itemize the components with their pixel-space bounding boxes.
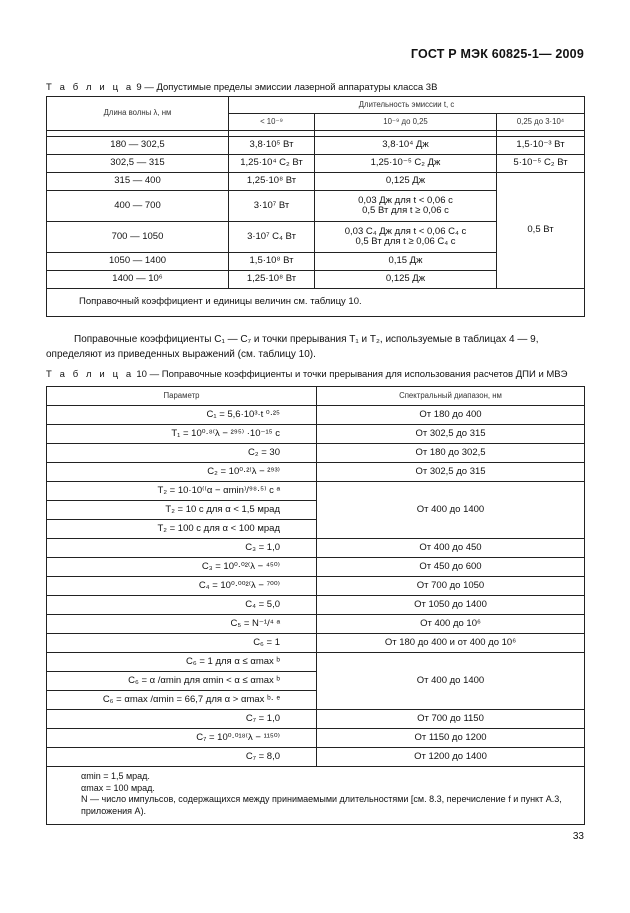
footnote-alpha-min: αmin = 1,5 мрад. (81, 771, 150, 781)
table10-param: C₄ = 10⁰·⁰⁰²⁽λ − ⁷⁰⁰⁾ (47, 577, 317, 596)
table10-range: От 302,5 до 315 (317, 463, 585, 482)
table10-range: От 302,5 до 315 (317, 425, 585, 444)
table9-wavelength: 400 — 700 (47, 191, 229, 222)
table10-range: От 700 до 1050 (317, 577, 585, 596)
table10-range: От 1050 до 1400 (317, 596, 585, 615)
table10-footnotes (47, 767, 585, 825)
table10-param: T₁ = 10⁰·⁸⁽λ − ²⁹⁵⁾ ·10⁻¹⁵ с (47, 425, 317, 444)
table10-param: C₂ = 10⁰·²⁽λ − ²⁹³⁾ (47, 463, 317, 482)
table9-caption-word: Т а б л и ц а (46, 82, 134, 93)
table10-range: От 400 до 10⁶ (317, 615, 585, 634)
table9-caption-text: 9 — Допустимые пределы эмиссии лазерной аппаратуры класса 3В (136, 82, 438, 93)
table10-param: C₂ = 30 (47, 444, 317, 463)
table10-range: От 180 до 302,5 (317, 444, 585, 463)
table9-value-line: 0,03 Дж для t < 0,06 с (358, 194, 453, 206)
table10-param: C₆ = αmax /αmin = 66,7 для α > αmax ᵇ· ᵉ (47, 691, 317, 710)
table10-param: C₇ = 1,0 (47, 710, 317, 729)
table9-value: 1,25·10⁸ Вт (229, 271, 315, 289)
table10 (46, 386, 585, 825)
table-row (47, 137, 585, 155)
table10-range: От 400 до 1400 (317, 653, 585, 710)
table9-value: 1,25·10⁻⁵ C₂ Дж (315, 155, 497, 173)
table-row (47, 463, 585, 482)
table-row (47, 558, 585, 577)
table10-param: C₆ = 1 (47, 634, 317, 653)
table9-value: 1,25·10⁸ Вт (229, 173, 315, 191)
table10-caption-text: 10 — Поправочные коэффициенты и точки прерывания для использования расчетов ДПИ и МВЭ (136, 369, 568, 380)
table10-param: C₃ = 1,0 (47, 539, 317, 558)
table9-value-multiline (315, 191, 497, 222)
table9-value-multiline (315, 222, 497, 253)
table-row (47, 710, 585, 729)
table-row (47, 444, 585, 463)
table10-range: От 400 до 450 (317, 539, 585, 558)
table9-header-duration: Длительность эмиссии t, с (229, 97, 585, 114)
table10-param: C₃ = 10⁰·⁰²⁽λ − ⁴⁵⁰⁾ (47, 558, 317, 577)
table9-wavelength: 700 — 1050 (47, 222, 229, 253)
table10-header-range: Спектральный диапазон, нм (317, 387, 585, 406)
table9-value: 1,5·10⁻³ Вт (497, 137, 585, 155)
table-row (47, 173, 585, 191)
table-row (47, 155, 585, 173)
table10-range: От 450 до 600 (317, 558, 585, 577)
table-row (47, 425, 585, 444)
table9-value: 0,125 Дж (315, 271, 497, 289)
table9-value-line: 0,5 Вт для t ≥ 0,06 с (362, 205, 449, 216)
table9-value: 0,125 Дж (315, 173, 497, 191)
table9-subheader-1: < 10⁻⁹ (229, 114, 315, 131)
table9-wavelength: 180 — 302,5 (47, 137, 229, 155)
table9-value: 1,25·10⁴ C₂ Вт (229, 155, 315, 173)
table-row (47, 748, 585, 767)
table9-value: 5·10⁻⁵ C₂ Вт (497, 155, 585, 173)
table9 (46, 96, 585, 317)
table9-wavelength: 302,5 — 315 (47, 155, 229, 173)
table9-caption (46, 82, 437, 93)
table9-subheader-3: 0,25 до 3·10⁴ (497, 114, 585, 131)
table9-value: 3,8·10⁵ Вт (229, 137, 315, 155)
table-row (47, 539, 585, 558)
table10-param: C₅ = N⁻¹/⁴ ᵃ (47, 615, 317, 634)
table9-wavelength: 315 — 400 (47, 173, 229, 191)
table9-value: 0,15 Дж (315, 253, 497, 271)
table10-range: От 1200 до 1400 (317, 748, 585, 767)
footnote-n: N — число импульсов, содержащихся между принимаемыми длительностями [см. 8.3, перечисление f и пункт А.3, приложения А). (81, 794, 562, 817)
table-row (47, 615, 585, 634)
table9-value-line: 0,03 C₄ Дж для t < 0,06 C₄ с (344, 225, 467, 237)
table9-value: 3·10⁷ Вт (229, 191, 315, 222)
table9-subheader-2: 10⁻⁹ до 0,25 (315, 114, 497, 131)
table10-param: C₁ = 5,6·10³·t ⁰·²⁵ (47, 406, 317, 425)
table9-value: 3,8·10⁴ Дж (315, 137, 497, 155)
table9-header-wavelength: Длина волны λ, нм (47, 97, 229, 131)
table-row (47, 406, 585, 425)
table-row (47, 634, 585, 653)
table9-value: 1,5·10⁸ Вт (229, 253, 315, 271)
table9-merged-value: 0,5 Вт (497, 173, 585, 289)
table9-note: Поправочный коэффициент и единицы величин см. таблицу 10. (47, 289, 585, 317)
table10-param: T₂ = 10·10⁽⁽α − αmin⁾/⁹⁸·⁵⁾ с ᵃ (47, 482, 317, 501)
table10-header-param: Параметр (47, 387, 317, 406)
table10-param: C₆ = 1 для α ≤ αmax ᵇ (47, 653, 317, 672)
body-paragraph: Поправочные коэффициенты C₁ — C₇ и точки прерывания T₁ и T₂, используемые в таблицах 4 — 9, определяют из приведенных выражений (см. таблицу 10). (46, 334, 539, 360)
standard-header: ГОСТ Р МЭК 60825-1— 2009 (410, 47, 584, 61)
table10-param: C₇ = 8,0 (47, 748, 317, 767)
table-row (47, 577, 585, 596)
table10-param: T₂ = 100 с для α < 100 мрад (47, 520, 317, 539)
table10-param: T₂ = 10 с для α < 1,5 мрад (47, 501, 317, 520)
table9-wavelength: 1400 — 10⁶ (47, 271, 229, 289)
table10-range: От 180 до 400 (317, 406, 585, 425)
footnote-alpha-max: αmax = 100 мрад. (81, 782, 155, 793)
table-row (47, 596, 585, 615)
table10-caption-word: Т а б л и ц а (46, 369, 134, 380)
table-row (47, 653, 585, 672)
table10-range: От 700 до 1150 (317, 710, 585, 729)
table-row (47, 482, 585, 501)
table-row (47, 729, 585, 748)
table9-value-line: 0,5 Вт для t ≥ 0,06 C₄ с (355, 236, 456, 247)
table10-param: C₄ = 5,0 (47, 596, 317, 615)
table10-param: C₇ = 10⁰·⁰¹⁸⁽λ − ¹¹⁵⁰⁾ (47, 729, 317, 748)
table10-range: От 1150 до 1200 (317, 729, 585, 748)
table10-caption (46, 369, 567, 380)
table10-param: C₆ = α /αmin для αmin < α ≤ αmax ᵇ (47, 672, 317, 691)
table10-range: От 180 до 400 и от 400 до 10⁶ (317, 634, 585, 653)
table10-range: От 400 до 1400 (317, 482, 585, 539)
table9-wavelength: 1050 — 1400 (47, 253, 229, 271)
page-number: 33 (572, 831, 584, 842)
table9-value: 3·10⁷ C₄ Вт (229, 222, 315, 253)
